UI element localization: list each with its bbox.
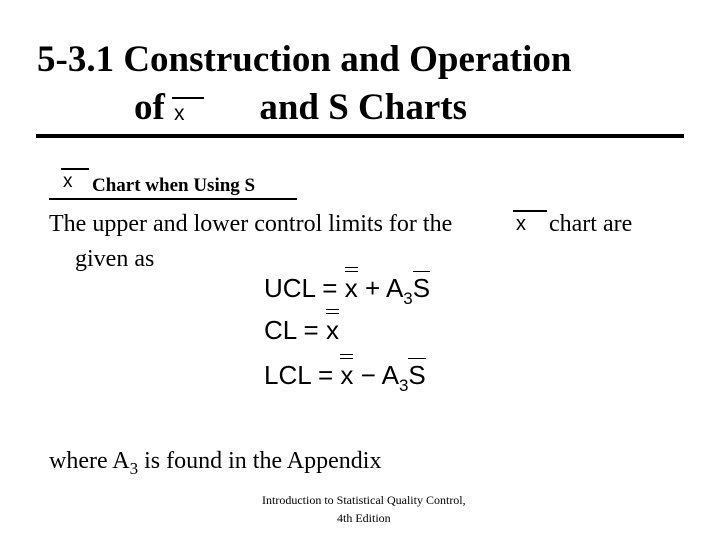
body-text-line1-end: chart are	[549, 211, 633, 237]
xdoublebar-symbol: x	[344, 273, 358, 303]
sbar-symbol: S	[408, 360, 426, 390]
subheading-underline	[49, 198, 297, 200]
plus-sign: +	[364, 273, 386, 303]
xdoublebar-symbol: x	[340, 360, 354, 390]
title-rest: and S Charts	[259, 87, 468, 128]
ucl-a-subscript: 3	[403, 289, 413, 308]
lcl-label: LCL	[264, 360, 311, 390]
subheading-xbar-overline	[61, 168, 89, 170]
title-xbar-symbol: x	[174, 102, 185, 125]
body-xbar-symbol: x	[516, 213, 526, 235]
lcl-a: A	[381, 360, 399, 390]
body-xbar-overline	[513, 210, 547, 212]
equation-cl	[264, 315, 339, 346]
appendix-note-suffix: is found in the Appendix	[138, 448, 382, 474]
body-text-line2: given as	[75, 246, 155, 272]
appendix-note-prefix: where A	[49, 448, 130, 474]
equals-sign: =	[303, 315, 326, 345]
title-of: of	[134, 87, 165, 128]
ucl-label: UCL	[264, 273, 316, 303]
body-text-line1: The upper and lower control limits for the	[49, 211, 453, 237]
cl-label: CL	[264, 315, 297, 345]
equals-sign: =	[317, 360, 341, 390]
appendix-note	[49, 448, 381, 479]
equals-sign: =	[322, 273, 345, 303]
equation-ucl	[264, 273, 430, 309]
lcl-a-subscript: 3	[398, 376, 409, 395]
xdoublebar-symbol: x	[325, 315, 339, 345]
subheading-xbar-symbol: x	[63, 171, 73, 192]
minus-sign: −	[360, 360, 382, 390]
slide-title-line1: 5-3.1 Construction and Operation	[37, 39, 572, 80]
footer-line1: Introduction to Statistical Quality Control,	[262, 493, 466, 507]
equation-lcl	[264, 360, 426, 396]
slide-footer	[262, 491, 466, 527]
subheading: Chart when Using S	[92, 175, 256, 196]
ucl-a: A	[385, 273, 404, 303]
title-xbar-overline	[172, 97, 204, 99]
footer-line2: 4th Edition	[336, 511, 391, 525]
appendix-note-subscript: 3	[129, 458, 139, 478]
sbar-symbol: S	[412, 273, 431, 303]
title-divider	[36, 134, 684, 138]
